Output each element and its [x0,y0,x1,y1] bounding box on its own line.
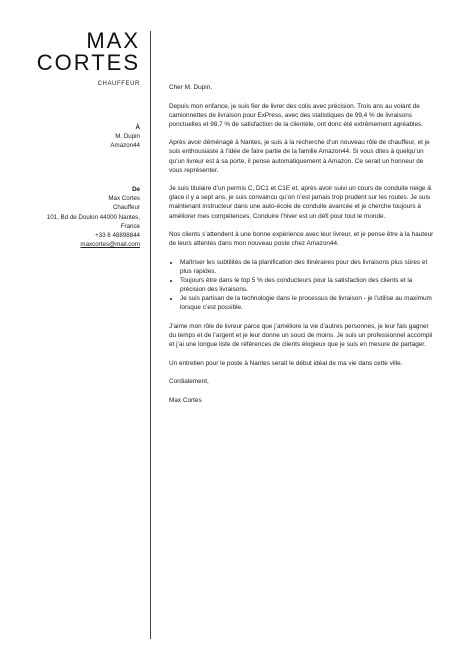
recipient-heading: À [135,124,140,131]
list-item: • Maîtriser les subtilités de la planification des itinéraires pour des livraisons plus sûres et plus rapides. [180,258,434,276]
list-item: • Je suis partisan de la technologie dans le processus de livraison - je l’utilise au maximum lorsque c’est possible. [180,294,434,312]
letter-paragraph: Un entretien pour le poste à Nantes serait le début idéal de ma vie dans cette ville. [169,359,403,367]
closing: Cordialement, [169,378,209,386]
sender-title: Chauffeur [112,204,140,212]
list-item: • Toujours être dans le top 5 % des conducteurs pour la satisfaction des clients et la précision des livraisons. [180,276,434,294]
sender-country: France [120,222,140,230]
letter-paragraph: Je suis titulaire d’un permis C, DC1 et C1E et, après avoir suivi un cours de conduite neige & glace il y a sept ans, je suis convaincu qu’on n’est jamais trop prudent sur les routes. Je suis maintenant instructeur dans une auto-école de conduite avancée et je cherche toujours à améliorer mes compétences. Conduire l’hiver est un défi pour tout le monde. [169,185,432,220]
letter-paragraph: Nos clients s’attendent à une bonne expérience avec leur livreur, et je pense être à la hauteur de leurs attentes dans mon nouveau poste chez Amazon44. [169,231,434,248]
sender-email-link[interactable]: maxcortes@mail.com [80,241,140,249]
sender-name: Max Cortes [108,195,140,203]
recipient-company: Amazon44 [110,142,140,149]
letter-body [169,83,434,414]
vertical-divider [150,31,151,639]
last-name: CORTES [36,50,140,75]
signature: Max Cortes [169,396,202,404]
first-name: MAX [86,28,140,53]
letter-paragraph: Après avoir déménagé à Nantes, je suis à la recherche d’un nouveau rôle de chauffeur, et je suis enthousiaste à l’idée de faire partie de la famille Amazon44. Si vous dites à quelqu’un qu’un livreur est à sa porte, il pense automatiquement à Amazon. Ce serait un honneur de vous représenter. [169,139,430,174]
achievement-list [169,258,434,313]
sender-phone: +33 6 48898844 [95,232,140,240]
recipient-block [110,123,140,150]
sender-address: 101, Bd de Doulon 44000 Nantes, [46,213,140,221]
letter-paragraph: J’aime mon rôle de livreur parce que j’améliore la vie d’autres personnes, je leur fais gagner du temps et de l’argent et je leur donne un souci de moins. Je suis un professionnel accompli et j’ai une longue liste de références de clients élogieux que je suis en mesure de partager. [169,322,433,349]
applicant-name [37,30,140,74]
letter-paragraph: Depuis mon enfance, je suis fier de livrer des colis avec précision. Trois ans au volant de camionnettes de livraison pour ExPress, avec des statistiques de 99,4 % de livraisons ponctuelles et 98,7 % de satisfaction de la clientèle, ont donc été extrêmement agréables. [169,102,424,128]
recipient-name: M. Dupin [115,133,140,140]
sender-block [47,185,140,249]
salutation: Cher M. Dupin, [169,84,212,91]
job-title: CHAUFFEUR [97,81,140,87]
sender-heading: De [132,186,140,193]
